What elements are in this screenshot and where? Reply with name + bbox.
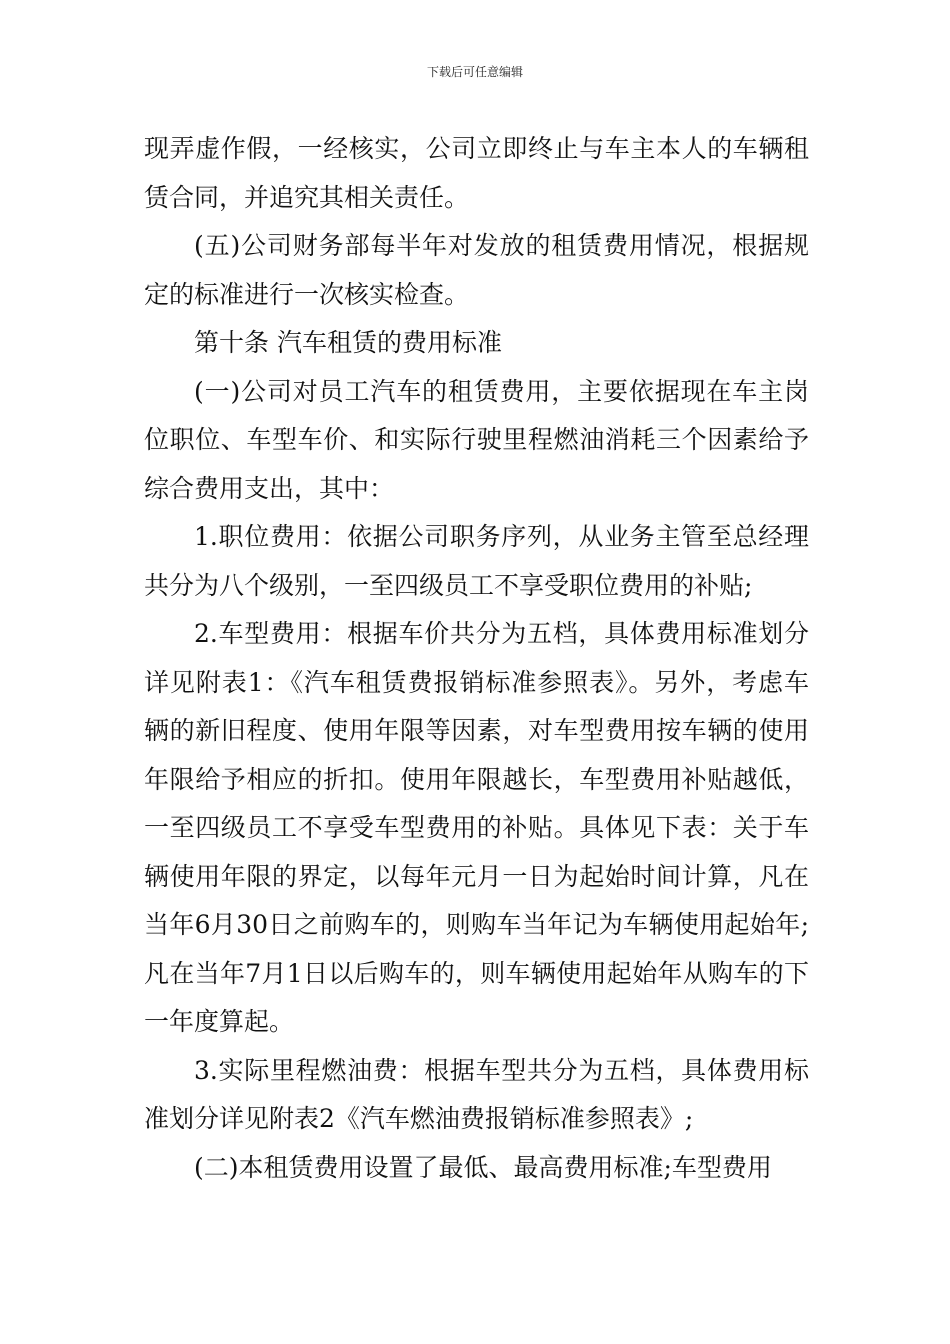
document-body [144, 125, 809, 1192]
paragraph-4: (一)公司对员工汽车的租赁费用，主要依据现在车主岗位职位、车型车价、和实际行驶里程燃油消耗三个因素给予综合费用支出，其中： [144, 376, 809, 503]
page-header: 下载后可任意编辑 [426, 65, 523, 79]
paragraph-8: (二)本租赁费用设置了最低、最高费用标准;车型费用 [194, 1152, 772, 1182]
paragraph-5: 1.职位费用：依据公司职务序列，从业务主管至总经理共分为八个级别，一至四级员工不享受职位费用的补贴; [144, 522, 809, 600]
section-heading-article-10: 第十条 汽车租赁的费用标准 [194, 328, 502, 357]
paragraph-6: 2.车型费用：根据车价共分为五档，具体费用标准划分详见附表1：《汽车租赁费报销标准参照表》。另外，考虑车辆的新旧程度、使用年限等因素，对车型费用按车辆的使用年限给予相应的折扣。使用年限越长，车型费用补贴越低，一至四级员工不享受车型费用的补贴。具体见下表：关于车辆使用年限的界定，以每年元月一日为起始时间计算，凡在当年6月30日之前购车的，则购车当年记为车辆使用起始年;凡在当年7月1日以后购车的，则车辆使用起始年从购车的下一年度算起。 [144, 619, 809, 1036]
paragraph-7: 3.实际里程燃油费：根据车型共分为五档，具体费用标准划分详见附表2《汽车燃油费报销标准参照表》; [144, 1055, 809, 1133]
paragraph-2: (五)公司财务部每半年对发放的租赁费用情况，根据规定的标准进行一次核实检查。 [144, 231, 809, 309]
paragraph-1: 现弄虚作假，一经核实，公司立即终止与车主本人的车辆租赁合同，并追究其相关责任。 [144, 134, 809, 212]
